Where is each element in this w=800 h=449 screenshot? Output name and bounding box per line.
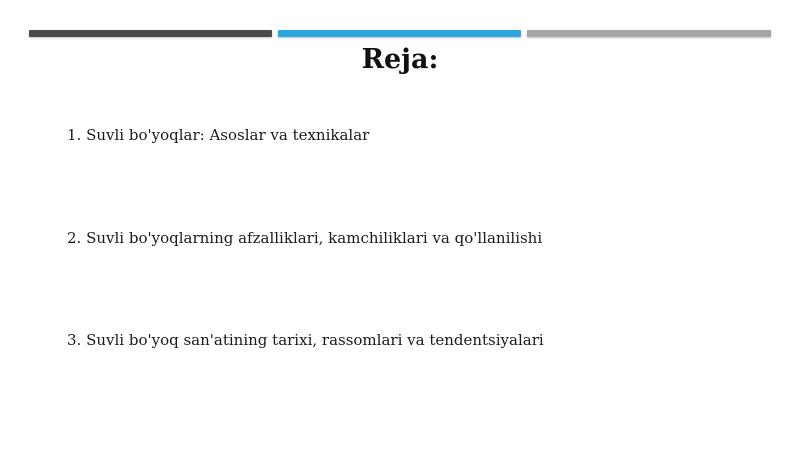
accent-bar-blue <box>278 30 521 37</box>
slide-title: Reja: <box>361 44 439 75</box>
accent-bar-dark <box>29 30 272 37</box>
plan-item-2: 2. Suvli bo'yoqlarning afzalliklari, kamchiliklari va qo'llanilishi <box>67 229 543 247</box>
plan-item-3: 3. Suvli bo'yoq san'atining tarixi, rassomlari va tendentsiyalari <box>67 331 544 349</box>
accent-bar-gray <box>527 30 771 37</box>
plan-item-1: 1. Suvli bo'yoqlar: Asoslar va texnikalar <box>67 126 370 144</box>
